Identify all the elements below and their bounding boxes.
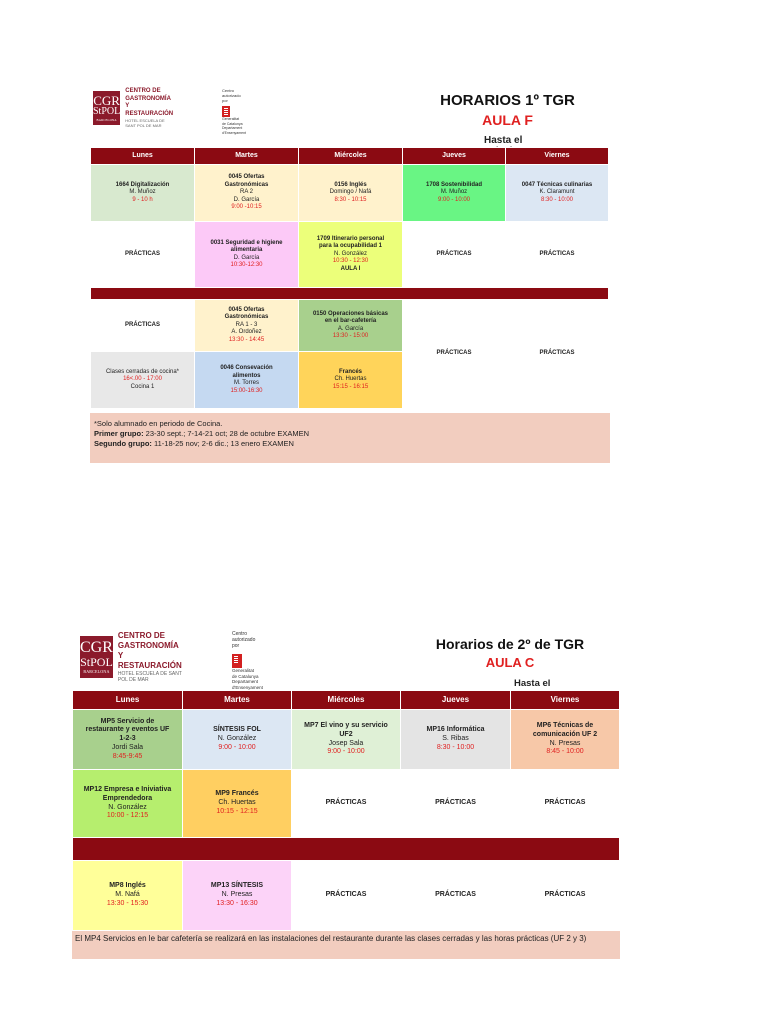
generalitat-logo: Centro autorizado por Generalitat de Catalunya Departament d'Ensenyament — [232, 631, 263, 690]
class-cell: SÍNTESIS FOL N. González 9:00 - 10:00 — [183, 710, 292, 770]
class-cell: 0047 Técnicas culinarias K. Claramunt 8:30 - 10:00 — [506, 165, 609, 222]
day-header: Jueves — [403, 148, 506, 165]
break-row — [91, 288, 609, 300]
practice-cell: PRÁCTICAS — [506, 300, 609, 409]
footnote: *Solo alumnado en periodo de Cocina. Primer grupo: 23-30 sept.; 7-14-21 oct; 28 de octubre EXAMEN Segundo grupo: 11-18-25 nov; 2-6 dic.; 13 enero EXAMEN — [90, 413, 610, 463]
generalitat-logo: Centro autorizado por Generalitat de Catalunya Departament d'Ensenyament — [222, 88, 247, 135]
class-cell: Clases cerradas de cocina* 16<.00 - 17:00 Cocina 1 — [91, 352, 195, 409]
generalitat-icon — [232, 654, 242, 668]
class-cell: MP12 Empresa e Iniviativa Emprendedora N. González 10:00 - 12:15 — [73, 770, 183, 838]
day-header: Martes — [195, 148, 299, 165]
class-cell: MP16 Informática S. Ribas 8:30 - 10:00 — [401, 710, 511, 770]
cgr-logo-mark: CGR StPOL BARCELONA — [80, 636, 113, 678]
class-cell: 0031 Seguridad e higiene alimentaria D. García 10:30-12:30 — [195, 222, 299, 288]
timetable — [90, 147, 609, 409]
day-header: Miércoles — [292, 691, 401, 710]
day-header: Lunes — [91, 148, 195, 165]
class-cell: MP5 Servicio de restaurante y eventos UF 1-2-3 Jordi Sala 8:45-9:45 — [73, 710, 183, 770]
practice-cell: PRÁCTICAS — [506, 222, 609, 288]
practice-cell: PRÁCTICAS — [403, 222, 506, 288]
class-cell: MP9 Francés Ch. Huertas 10:15 - 12:15 — [183, 770, 292, 838]
class-cell: 0045 Ofertas Gastronómicas RA 1 - 3 A. Ordoñez 13:30 - 14:45 — [195, 300, 299, 352]
generalitat-icon — [222, 106, 230, 117]
cgr-logo-mark: CGR StPOL BARCELONA — [93, 91, 120, 125]
school-logo — [80, 631, 187, 684]
day-header: Viernes — [506, 148, 609, 165]
break-bar — [73, 838, 620, 861]
class-cell: 1664 Digitalización M. Muñoz 9 - 10 h — [91, 165, 195, 222]
table-row — [91, 300, 609, 352]
practice-cell: PRÁCTICAS — [292, 861, 401, 931]
practice-cell: PRÁCTICAS — [401, 770, 511, 838]
center-name: CENTRO DE GASTRONOMÍA Y RESTAURACIÓN HOTEL ESCUELA DE SANT POL DE MAR — [125, 88, 174, 128]
class-cell: 1708 Sostenibilidad M. Muñoz 9:00 - 10:00 — [403, 165, 506, 222]
center-name: CENTRO DE GASTRONOMÍA Y RESTAURACIÓN HOTEL ESCUELA DE SANT POL DE MAR — [117, 631, 182, 684]
class-cell: MP13 SÍNTESIS N. Presas 13:30 - 16:30 — [183, 861, 292, 931]
timetable — [72, 690, 620, 931]
school-logo — [93, 88, 176, 128]
day-header: Viernes — [511, 691, 620, 710]
class-cell: MP7 El vino y su servicio UF2 Josep Sala 9:00 - 10:00 — [292, 710, 401, 770]
table-row — [73, 861, 620, 931]
class-cell: 0156 Inglés Domingo / Nafá 8:30 - 10:15 — [299, 165, 403, 222]
practice-cell: PRÁCTICAS — [292, 770, 401, 838]
class-cell: MP8 Inglés M. Nafá 13:30 - 15:30 — [73, 861, 183, 931]
break-row — [73, 838, 620, 861]
practice-cell: PRÁCTICAS — [403, 300, 506, 409]
practice-cell: PRÁCTICAS — [91, 300, 195, 352]
day-header-row — [73, 691, 620, 710]
valid-until-date: Hasta el — [484, 135, 523, 146]
table-row — [91, 222, 609, 288]
class-cell: MP6 Técnicas de comunicación UF 2 N. Presas 8:45 - 10:00 — [511, 710, 620, 770]
day-header: Lunes — [73, 691, 183, 710]
valid-until-date: Hasta el — [514, 678, 551, 689]
classroom-label: AULA F — [482, 112, 533, 128]
practice-cell: PRÁCTICAS — [511, 861, 620, 931]
day-header: Miércoles — [299, 148, 403, 165]
class-cell: Francés Ch. Huertas 15:15 - 16:15 — [299, 352, 403, 409]
schedule-title: HORARIOS 1º TGR — [440, 92, 575, 109]
class-cell: 0045 Ofertas Gastronómicas RA 2 D. García 9:00 -10:15 — [195, 165, 299, 222]
class-cell: 0046 Consevación alimentos M. Torres 15:00-16:30 — [195, 352, 299, 409]
class-cell: 1709 Itinerario personal para la ocupabilidad 1 N. González 10:30 - 12:30 AULA I — [299, 222, 403, 288]
table-row — [73, 770, 620, 838]
classroom-label: AULA C — [485, 655, 535, 670]
day-header: Jueves — [401, 691, 511, 710]
practice-cell: PRÁCTICAS — [91, 222, 195, 288]
footnote: El MP4 Servicios en le bar cafetería se realizará en las instalaciones del restaurante durante las clases cerradas y las horas prácticas (UF 2 y 3) — [72, 931, 620, 959]
table-row — [73, 710, 620, 770]
class-cell: 0150 Operaciones básicas en el bar-cafetería A. García 13:30 - 15:00 — [299, 300, 403, 352]
table-row — [91, 165, 609, 222]
practice-cell: PRÁCTICAS — [511, 770, 620, 838]
break-bar — [91, 288, 609, 300]
practice-cell: PRÁCTICAS — [401, 861, 511, 931]
day-header-row — [91, 148, 609, 165]
day-header: Martes — [183, 691, 292, 710]
schedule-title: Horarios de 2º de TGR — [435, 636, 585, 652]
